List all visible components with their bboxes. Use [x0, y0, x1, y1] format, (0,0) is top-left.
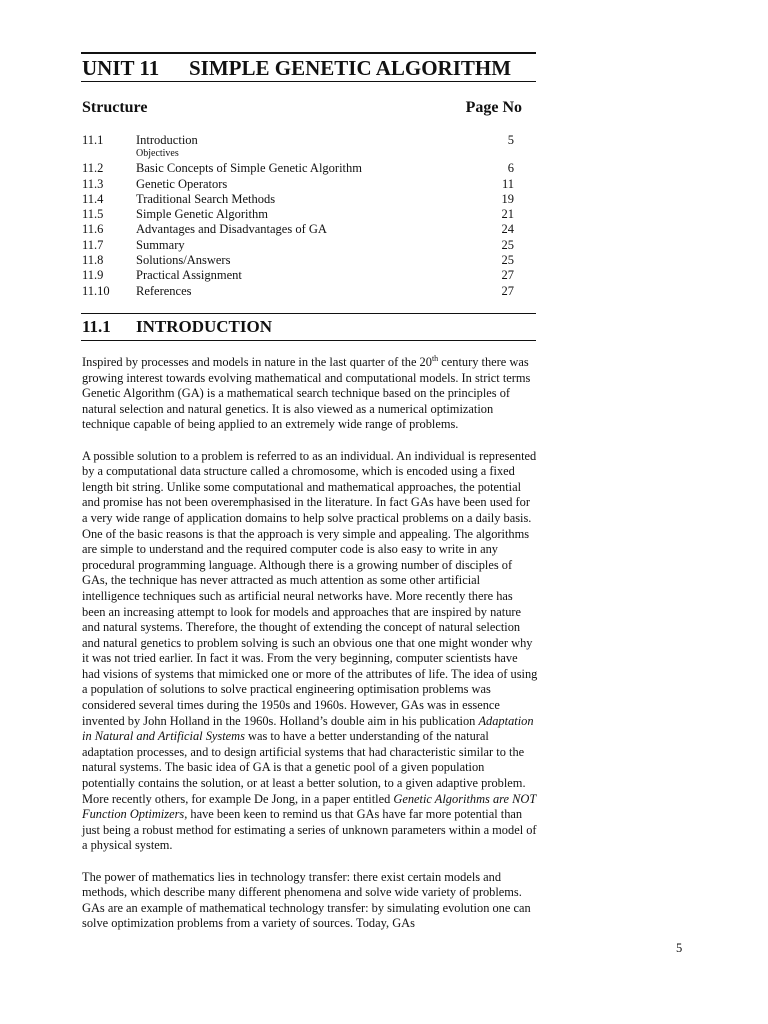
toc-row: [82, 222, 514, 237]
toc-subitem: Objectives: [136, 148, 179, 160]
toc-page: 25: [501, 253, 514, 268]
toc-title: Simple Genetic Algorithm: [136, 207, 268, 222]
unit-title: [82, 56, 536, 80]
section-number: 11.1: [82, 317, 111, 336]
paragraph: [82, 870, 538, 932]
toc-row: [82, 207, 514, 222]
toc-number: 11.8: [82, 253, 104, 268]
toc-page: 27: [501, 283, 514, 298]
toc-number: 11.1: [82, 133, 104, 147]
italic-title: Adaptation in Natural and Artificial Systems: [82, 713, 534, 744]
paragraph-text: A possible solution to a problem is referred to as an individual. An individual is represented by a computational data structure called a chromosome, which is encoded using a fixed length bit string. Unlike some computational and mathematical approaches, the potential and promise has not been overemphasised in the literature. In fact GAs have been used for a very wide range of application domains to help solve practical problems on a daily basis. One of the basic reasons is that the approach is very simple and appealing. The algorithms are simple to understand and the required computer code is also easy to write in any procedural programming language. Although there is a growing number of disciples of GAs, the technique has never attracted as much attention as some other artificial intelligence techniques such as artificial neural networks have. More recently there has been an increasing attempt to look for models and approaches that are inspired by nature and natural systems. Therefore, the thought of extending the concept of natural selection and natural genetics to problem solving is such an obvious one that one might wonder why it was not tried earlier. In fact it was. From the very beginning, computer scientists have had visions of systems that mimicked one or more of the attributes of life. The idea of using a population of solutions to solve practical engineering optimisation problems was considered several times during the 1950s and 1960s. However, GAs was in essence invented by John Holland in the 1960s. Holland’s double aim in his publication: [82, 448, 538, 728]
table-of-contents: [82, 133, 514, 299]
body-text: [82, 355, 538, 948]
toc-row: [82, 253, 514, 268]
toc-title: References: [136, 283, 192, 298]
toc-row: [82, 177, 514, 192]
toc-row: [82, 133, 514, 148]
toc-title: Introduction: [136, 133, 198, 147]
section-heading: [82, 317, 536, 337]
unit-name: SIMPLE GENETIC ALGORITHM: [189, 56, 512, 80]
italic-title: Genetic Algorithms are NOT Function Optimizers: [82, 791, 536, 822]
toc-number: 11.5: [82, 207, 104, 222]
unit-number: UNIT 11: [82, 56, 160, 80]
superscript: th: [431, 353, 439, 363]
toc-number: 11.10: [82, 283, 110, 298]
paragraph-text: , have been keen to remind us that GAs have far more potential than just being a robust method for estimating a series of unknown parameters within a model of a physical system.: [82, 807, 537, 853]
page-number: 5: [676, 941, 683, 955]
section-bottom-rule: [81, 340, 536, 341]
toc-title: Practical Assignment: [136, 268, 242, 283]
paragraph-text: Inspired by processes and models in nature in the last quarter of the 20: [82, 355, 432, 369]
paragraph-text: century there was growing interest towards evolving mathematical and computational models. In strict terms Genetic Algorithm (GA) is a mathematical search technique based on the principles of natural selection and natural genetics. It is also viewed as a numerical optimization technique capable of being applied to an extremely wide range of problems.: [82, 355, 531, 432]
paragraph-text: The power of mathematics lies in technology transfer: there exist certain models and methods, which describe many different phenomena and solve wide variety of problems. GAs are an example of mathematical technology transfer: by simulating evolution one can solve optimization problems from a variety of sources. Today, GAs: [82, 869, 531, 931]
toc-number: 11.9: [82, 268, 104, 283]
toc-row: [82, 238, 514, 253]
toc-row: [82, 161, 514, 176]
toc-number: 11.3: [82, 176, 104, 191]
toc-page: 6: [507, 161, 514, 176]
toc-page: 11: [501, 176, 514, 191]
structure-header: [82, 98, 522, 118]
toc-page: 27: [501, 268, 514, 283]
section-top-rule: [81, 313, 536, 314]
toc-title: Genetic Operators: [136, 176, 228, 191]
toc-page: 25: [501, 237, 514, 252]
toc-row: [82, 192, 514, 207]
toc-number: 11.4: [82, 191, 104, 206]
paragraph-text: was to have a better understanding of the natural adaptation processes, and to design artificial systems that had characteristic similar to the natural systems. The basic idea of GA is that a genetic pool of a given population potentially contains the solution, or at least a better solution, to a given adaptive problem. More recently others, for example De Jong, in a paper entitled: [82, 729, 526, 806]
toc-title: Summary: [136, 237, 185, 252]
top-rule: [81, 52, 536, 54]
toc-page: 19: [501, 191, 514, 206]
toc-page: 24: [501, 222, 514, 237]
toc-number: 11.2: [82, 161, 104, 176]
page-no-label: Page No: [465, 99, 522, 116]
paragraph: [82, 449, 538, 854]
section-title: INTRODUCTION: [136, 317, 273, 336]
title-rule: [81, 81, 536, 82]
toc-page: 5: [507, 133, 514, 147]
toc-number: 11.7: [82, 237, 104, 252]
toc-title: Advantages and Disadvantages of GA: [136, 222, 327, 237]
toc-title: Basic Concepts of Simple Genetic Algorithm: [136, 161, 363, 176]
toc-row: [82, 284, 514, 299]
toc-page: 21: [501, 207, 514, 222]
structure-label: Structure: [82, 99, 148, 116]
toc-title: Solutions/Answers: [136, 253, 231, 268]
toc-row: [82, 268, 514, 283]
toc-title: Traditional Search Methods: [136, 191, 276, 206]
paragraph: [82, 355, 538, 433]
toc-number: 11.6: [82, 222, 104, 237]
